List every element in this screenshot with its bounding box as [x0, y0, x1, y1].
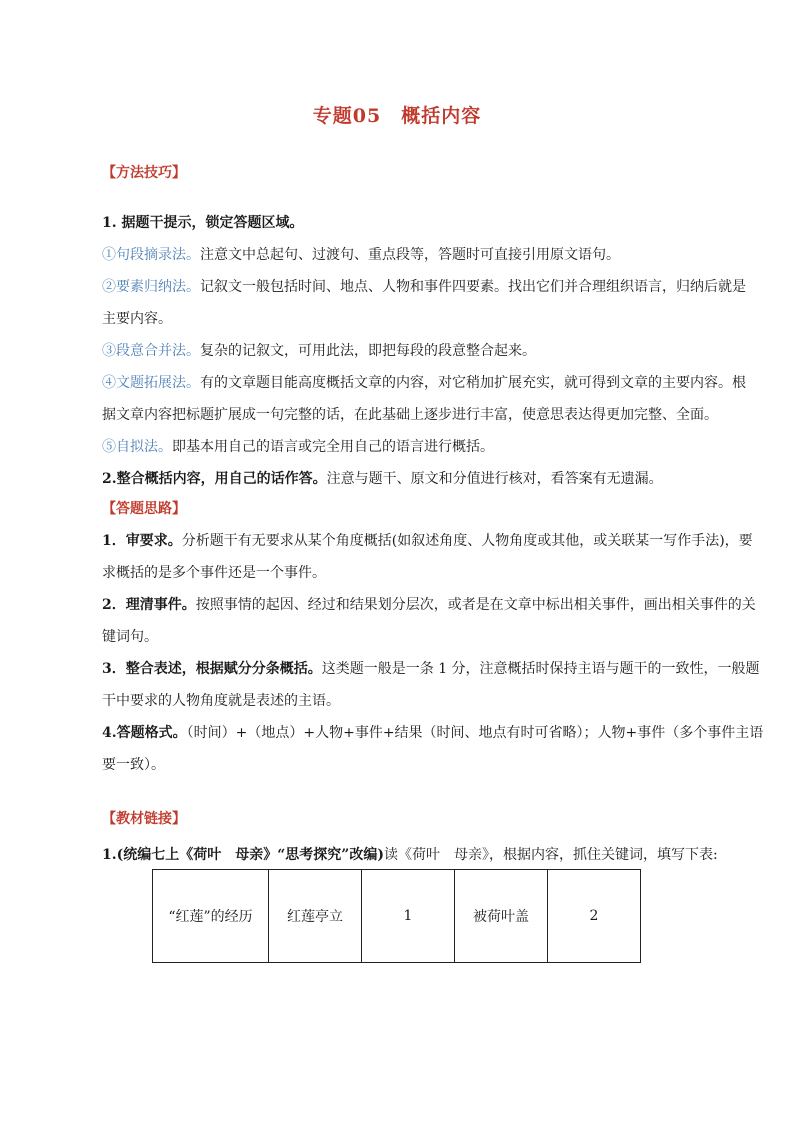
page-title: 专题05 概括内容 [312, 105, 482, 127]
thinking-step-2-cont: 键词句。 [102, 629, 158, 645]
method-item-3: ③段意合并法。复杂的记叙文，可用此法，即把每段的段意整合起来。 [102, 343, 536, 359]
section-heading-method: 【方法技巧】 [102, 165, 186, 181]
table-cell: 红莲亭立 [269, 870, 362, 963]
method-point-2: 2.整合概括内容，用自己的话作答。注意与题干、原文和分值进行核对，看答案有无遗漏。 [102, 471, 663, 487]
method-item-2-cont: 主要内容。 [102, 311, 172, 327]
thinking-step-3: 3．整合表述，根据赋分分条概括。这类题一般是一条 1 分，注意概括时保持主语与题干的一致性，一般题 [102, 661, 760, 677]
method-item-5: ⑤自拟法。即基本用自己的语言或完全用自己的语言进行概括。 [102, 439, 494, 455]
method-item-4: ④文题拓展法。有的文章题目能高度概括文章的内容，对它稍加扩展充实，就可得到文章的主要内容。根 [102, 375, 746, 391]
method-point-1: 1. 据题干提示，锁定答题区域。 [102, 215, 304, 231]
table-cell-answer-1[interactable]: 1 [362, 870, 455, 963]
method-item-2: ②要素归纳法。记叙文一般包括时间、地点、人物和事件四要素。找出它们并合理组织语言，归纳后就是 [102, 279, 746, 295]
method-item-1: ①句段摘录法。注意文中总起句、过渡句、重点段等，答题时可直接引用原文语句。 [102, 247, 620, 263]
thinking-step-1-cont: 求概括的是多个事件还是一个事件。 [102, 565, 326, 581]
textbook-question-1: 1.(统编七上《荷叶 母亲》“思考探究”改编)读《荷叶 母亲》，根据内容，抓住关键词，填写下表: [102, 847, 718, 863]
section-heading-thinking: 【答题思路】 [102, 501, 186, 517]
section-heading-textbook: 【教材链接】 [102, 811, 186, 827]
fill-in-table [152, 869, 641, 963]
table-row [153, 870, 641, 963]
thinking-step-4: 4.答题格式。（时间）+（地点）+人物+事件+结果（时间、地点有时可省略）；人物+事件（多个事件主语 [102, 725, 764, 741]
thinking-step-3-cont: 干中要求的人物角度就是表述的主语。 [102, 693, 340, 709]
table-cell: 被荷叶盖 [455, 870, 548, 963]
method-item-4-cont: 据文章内容把标题扩展成一句完整的话，在此基础上逐步进行丰富，使意思表达得更加完整、全面。 [102, 407, 718, 423]
table-cell-answer-2[interactable]: 2 [548, 870, 641, 963]
table-cell: “红莲”的经历 [153, 870, 269, 963]
thinking-step-2: 2．理清事件。按照事情的起因、经过和结果划分层次，或者是在文章中标出相关事件，画出相关事件的关 [102, 597, 756, 613]
thinking-step-1: 1．审要求。分析题干有无要求从某个角度概括(如叙述角度、人物角度或其他，或关联某一写作手法)，要 [102, 533, 753, 549]
thinking-step-4-cont: 要一致）。 [102, 757, 165, 773]
